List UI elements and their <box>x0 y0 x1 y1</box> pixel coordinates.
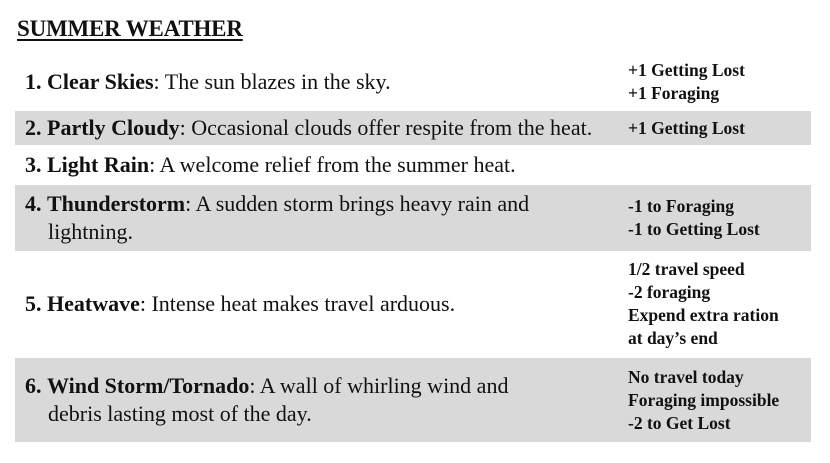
row-description: 3. Light Rain: A welcome relief from the summer heat. <box>25 152 516 177</box>
row-name: Partly Cloudy <box>47 115 180 140</box>
row-number: 1. <box>25 69 42 94</box>
row-name: Light Rain <box>47 152 150 177</box>
effect-line: -1 to Getting Lost <box>628 219 760 239</box>
row-number: 2. <box>25 115 42 140</box>
row-name: Wind Storm/Tornado <box>47 373 250 398</box>
effect-line: +1 Foraging <box>628 83 720 103</box>
row-effects <box>613 195 811 241</box>
row-effects <box>613 258 811 350</box>
effect-line: -1 to Foraging <box>628 196 734 216</box>
row-name: Thunderstorm <box>47 191 186 216</box>
row-name: Heatwave <box>47 291 140 316</box>
page-title: SUMMER WEATHER <box>17 16 243 41</box>
row-effects <box>613 59 811 105</box>
effect-line: +1 Getting Lost <box>628 60 745 80</box>
weather-row-wind-storm <box>15 358 811 442</box>
row-text-continued: debris lasting most of the day. <box>48 401 312 426</box>
weather-row-thunderstorm <box>15 185 811 251</box>
row-description: 2. Partly Cloudy: Occasional clouds offer respite from the heat. <box>25 115 593 140</box>
row-text: A wall of whirling wind and <box>259 373 509 398</box>
row-description: 4. Thunderstorm: A sudden storm brings heavy rain and lightning. <box>15 190 613 246</box>
weather-row-light-rain <box>15 148 811 182</box>
effect-line: +1 Getting Lost <box>628 117 745 138</box>
effect-line: -2 to Get Lost <box>628 412 731 433</box>
row-text: A sudden storm brings heavy rain and <box>195 191 530 216</box>
row-text-continued: lightning. <box>48 219 133 244</box>
row-number: 6. <box>25 373 42 398</box>
effect-line: 1/2 travel speed <box>628 259 745 279</box>
row-number: 5. <box>25 291 42 316</box>
weather-row-heatwave <box>15 254 811 354</box>
row-text: A welcome relief from the summer heat. <box>159 152 516 177</box>
weather-row-partly-cloudy <box>15 111 811 145</box>
row-effects <box>613 366 811 435</box>
effect-line: at day’s end <box>628 328 718 348</box>
weather-row-clear-skies <box>15 56 811 108</box>
row-effects <box>613 117 811 140</box>
row-text: The sun blazes in the sky. <box>164 69 391 94</box>
row-text: Intense heat makes travel arduous. <box>151 291 456 316</box>
row-text: Occasional clouds offer respite from the heat. <box>191 115 593 140</box>
row-description: 1. Clear Skies: The sun blazes in the sky. <box>25 69 391 94</box>
row-number: 3. <box>25 152 42 177</box>
effect-line: Expend extra ration <box>628 305 779 325</box>
effect-line: -2 foraging <box>628 282 711 302</box>
row-description: 5. Heatwave: Intense heat makes travel arduous. <box>25 291 456 316</box>
row-name: Clear Skies <box>47 69 154 94</box>
effect-line: Foraging impossible <box>628 389 780 410</box>
row-description: 6. Wind Storm/Tornado: A wall of whirling wind and debris lasting most of the day. <box>15 372 613 428</box>
effect-line: No travel today <box>628 366 744 387</box>
row-number: 4. <box>25 191 42 216</box>
